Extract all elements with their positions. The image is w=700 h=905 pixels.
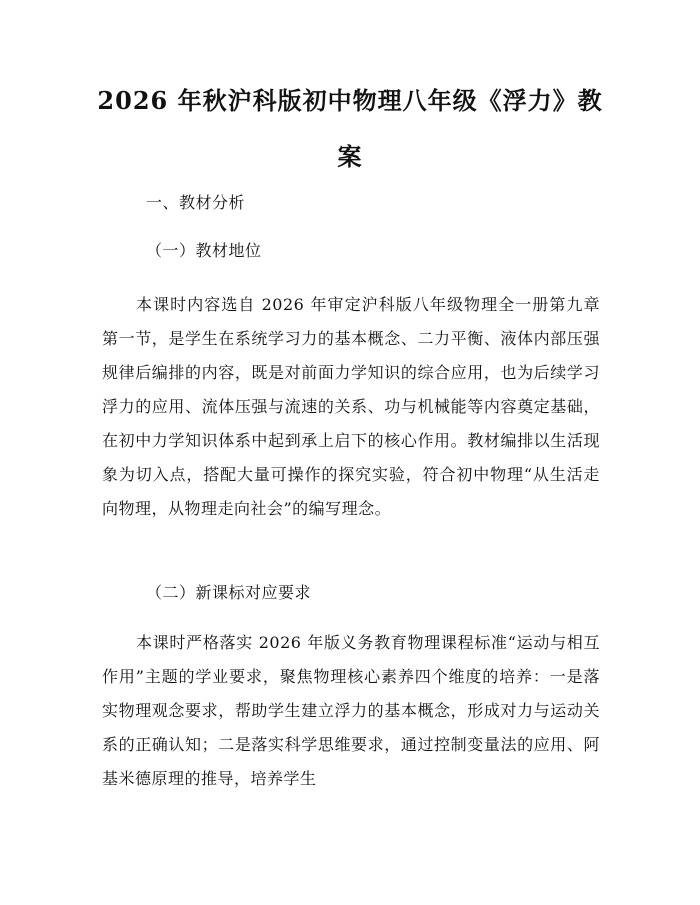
subsection-heading: （二）新课标对应要求 [146, 583, 312, 602]
subsection-heading: （一）教材地位 [146, 241, 262, 260]
section-heading: 一、教材分析 [146, 193, 246, 212]
document-title: 2026 年秋沪科版初中物理八年级《浮力》教案 [97, 86, 603, 171]
body-paragraph: 本课时内容选自 2026 年审定沪科版八年级物理全一册第九章第一节，是学生在系统学习力的基本概念、二力平衡、液体内部压强规律后编排的内容，既是对前面力学知识的综合应用，也为后续学习浮力的应用、流体压强与流速的关系、功与机械能等内容奠定基础，在初中力学知识体系中起到承上启下的核心作用。教材编排以生活现象为切入点，搭配大量可操作的探究实验，符合初中物理“从生活走向物理，从物理走向社会”的编写理念。 [102, 295, 600, 518]
body-paragraph: 本课时严格落实 2026 年版义务教育物理课程标准“运动与相互作用”主题的学业要求，聚焦物理核心素养四个维度的培养：一是落实物理观念要求，帮助学生建立浮力的基本概念，形成对力与运动关系的正确认知；二是落实科学思维要求，通过控制变量法的应用、阿基米德原理的推导，培养学生 [102, 633, 600, 788]
